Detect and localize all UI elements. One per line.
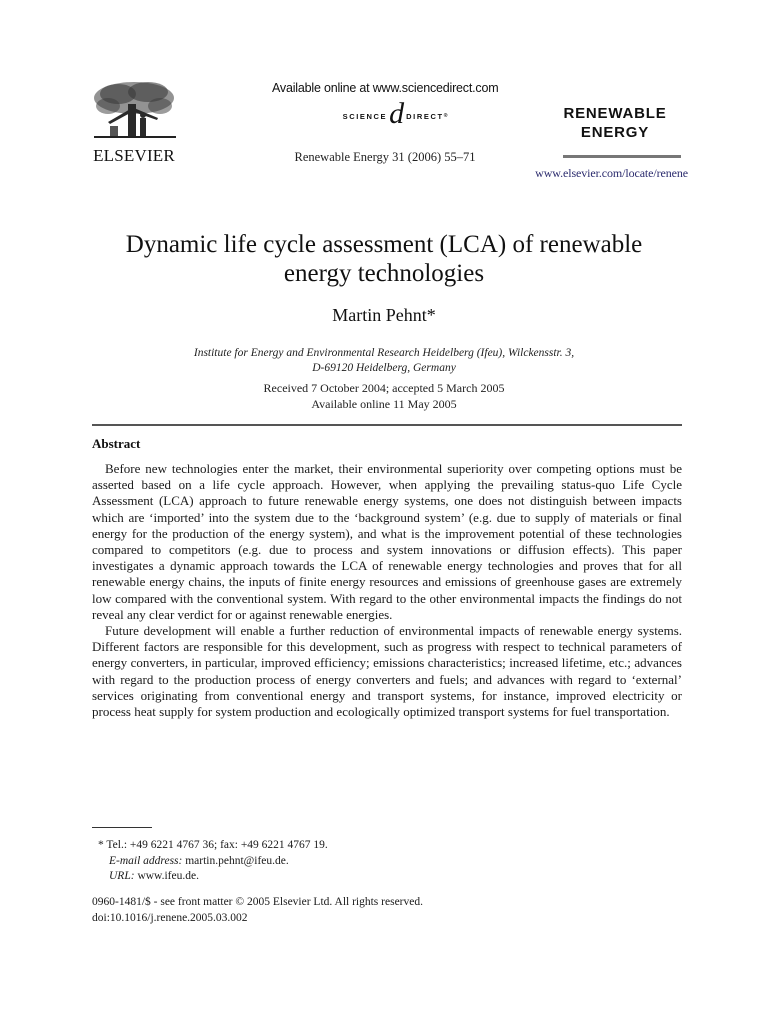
footnote-divider [92,827,152,828]
article-dates [90,381,678,412]
author-footnote [92,838,652,885]
sciencedirect-at-icon: d [389,97,405,130]
available-online-text: Available online at www.sciencedirect.com [272,81,499,95]
article-author: Martin Pehnt* [332,305,436,325]
copyright-line: 0960-1481/$ - see front matter © 2005 Elsevier Ltd. All rights reserved. [92,896,423,908]
publisher-name: ELSEVIER [93,146,175,165]
journal-url-link[interactable]: www.elsevier.com/locate/renene [535,166,688,180]
article-title-line2: energy technologies [283,260,485,287]
email-link[interactable]: martin.pehnt@ifeu.de. [182,854,289,867]
url-link[interactable]: www.ifeu.de. [134,870,199,882]
journal-name [545,104,685,142]
affiliation-line2: D-69120 Heidelberg, Germany [312,362,456,374]
journal-citation: Renewable Energy 31 (2006) 55–71 [294,150,476,164]
abstract-heading: Abstract [92,436,141,451]
url-label: URL: [109,870,135,882]
email-line [92,854,652,870]
sciencedirect-logo-right: DIRECT [406,111,444,121]
contact-line: * Tel.: +49 6221 4767 36; fax: +49 6221 4767 19. [98,839,328,851]
author-affiliation [90,346,678,376]
url-line [92,869,652,885]
abstract-paragraph: Before new technologies enter the market, their environmental superiority over competing options must be asserted based on a life cycle approach. However, when applying the prevailing status-quo Life Cycle Assessment (LCA) approach to future renewable energy systems, one does not distinguish between impacts which are ‘imported’ into the system due to the ‘background system’ (e.g. due to supply of materials or final energy for the production of the energy system), and what is the improvement potential of these technologies compared to competitors (e.g. due to process and system innovations or diffusion effects). This paper investigates a dynamic approach towards the LCA of renewable energy technologies and proves that for all renewable energy chains, the inputs of finite energy resources and emissions of greenhouse gases are extremely low compared with the conventional system. With regard to the other environmental impacts the findings do not reveal any clear verdict for or against renewable energies. [92,461,682,622]
article-title-line1: Dynamic life cycle assessment (LCA) of renewable [125,231,643,258]
sciencedirect-logo [310,97,480,132]
elsevier-tree-icon [88,78,180,144]
abstract-body [92,461,682,720]
affiliation-line1: Institute for Energy and Environmental Research Heidelberg (Ifeu), Wilckensstr. 3, [193,347,575,359]
abstract-divider [92,424,682,426]
available-date: Available online 11 May 2005 [311,396,457,411]
journal-name-line2: ENERGY [580,124,650,141]
registered-mark: ® [443,113,448,119]
doi-link[interactable]: doi:10.1016/j.renene.2005.03.002 [92,912,248,924]
email-label: E-mail address: [109,854,183,867]
received-date: Received 7 October 2004; accepted 5 March 2005 [263,381,505,395]
abstract-paragraph: Future development will enable a further reduction of environmental impacts of renewable energy systems. Different factors are responsible for this development, such as progress with respect to technical parameters of energy converters, in particular, improved efficiency; emissions characteristics; increased lifetime, etc.; advances with regard to the production process of energy converters and fuels; and advances with regard to ‘external’ services originating from conventional energy and transport systems, for instance, improved electricity or process heat supply for system production and ecologically optimized transport systems for fuel transportation. [92,623,682,720]
journal-name-line1: RENEWABLE [563,105,667,122]
publisher-logo [88,78,178,164]
article-title [60,230,708,288]
copyright-block [92,894,652,926]
journal-divider [563,155,681,158]
sciencedirect-logo-left: SCIENCE [342,111,388,121]
